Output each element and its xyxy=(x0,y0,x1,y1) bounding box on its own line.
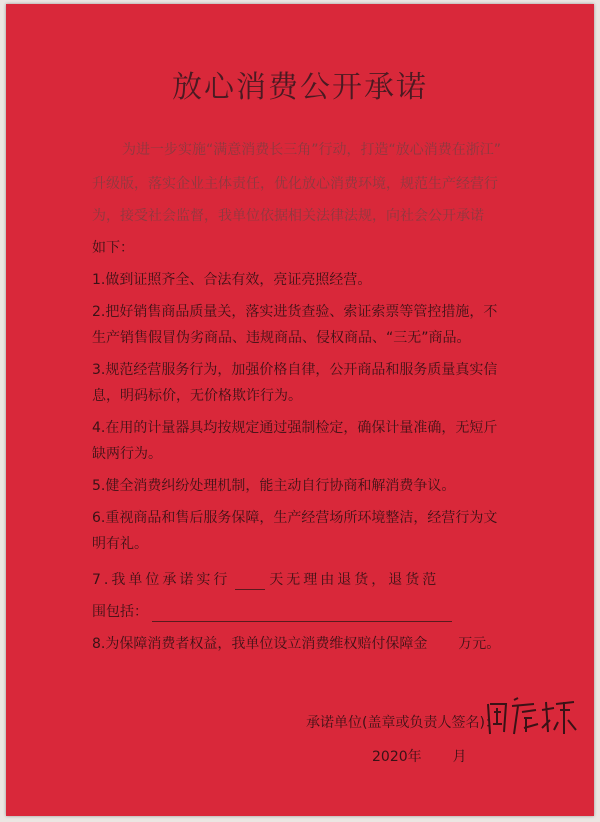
commitment-item-4-cont: 缺两行为。 xyxy=(92,446,162,462)
intro-line: 如下： xyxy=(92,240,134,256)
commitment-date xyxy=(372,746,467,766)
return-days-blank[interactable] xyxy=(235,589,265,590)
item7-text-end: 天无理由退货，退货范 xyxy=(269,572,440,588)
deposit-amount-blank[interactable] xyxy=(432,653,454,654)
intro-line: 为，接受社会监督，我单位依据相关法律法规，向社会公开承诺 xyxy=(92,208,484,224)
signature-label: 承诺单位(盖章或负责人签名)： xyxy=(306,715,499,731)
item8-text-start: 8.为保障消费者权益，我单位设立消费维权赔付保障金 xyxy=(92,636,428,652)
commitment-item-7 xyxy=(92,570,439,590)
commitment-item-3: 3.规范经营服务行为，加强价格自律，公开商品和服务质量真实信 xyxy=(92,362,498,378)
date-year: 2020年 xyxy=(372,749,422,765)
commitment-item-5: 5.健全消费纠纷处理机制，能主动自行协商和解消费争议。 xyxy=(92,478,456,494)
date-month: 月 xyxy=(452,749,467,765)
handwritten-signature xyxy=(484,694,580,742)
commitment-item-6: 6.重视商品和售后服务保障，生产经营场所环境整洁，经营行为文 xyxy=(92,510,498,526)
item8-text-end: 万元。 xyxy=(458,636,501,652)
intro-line: 升级版，落实企业主体责任，优化放心消费环境，规范生产经营行 xyxy=(92,176,498,192)
item7-scope-label: 围包括： xyxy=(92,604,148,620)
commitment-sheet xyxy=(6,4,594,816)
commitment-item-3-cont: 息，明码标价，无价格欺诈行为。 xyxy=(92,388,302,404)
commitment-item-4: 4.在用的计量器具均按规定通过强制检定，确保计量准确，无短斤 xyxy=(92,420,498,436)
commitment-item-2: 2.把好销售商品质量关，落实进货查验、索证索票等管控措施，不 xyxy=(92,304,498,320)
intro-line: 为进一步实施“满意消费长三角”行动，打造“放心消费在浙江” xyxy=(122,142,502,158)
commitment-item-8 xyxy=(92,634,500,654)
commitment-item-1: 1.做到证照齐全、合法有效，亮证亮照经营。 xyxy=(92,272,372,288)
commitment-item-6-cont: 明有礼。 xyxy=(92,536,148,552)
page-title: 放心消费公开承诺 xyxy=(172,70,428,105)
commitment-item-7-cont xyxy=(92,602,452,622)
item7-text-start: 7.我单位承诺实行 xyxy=(92,572,231,588)
commitment-item-2-cont: 生产销售假冒伪劣商品、违规商品、侵权商品、“三无”商品。 xyxy=(92,330,471,346)
return-scope-blank[interactable] xyxy=(152,621,452,622)
